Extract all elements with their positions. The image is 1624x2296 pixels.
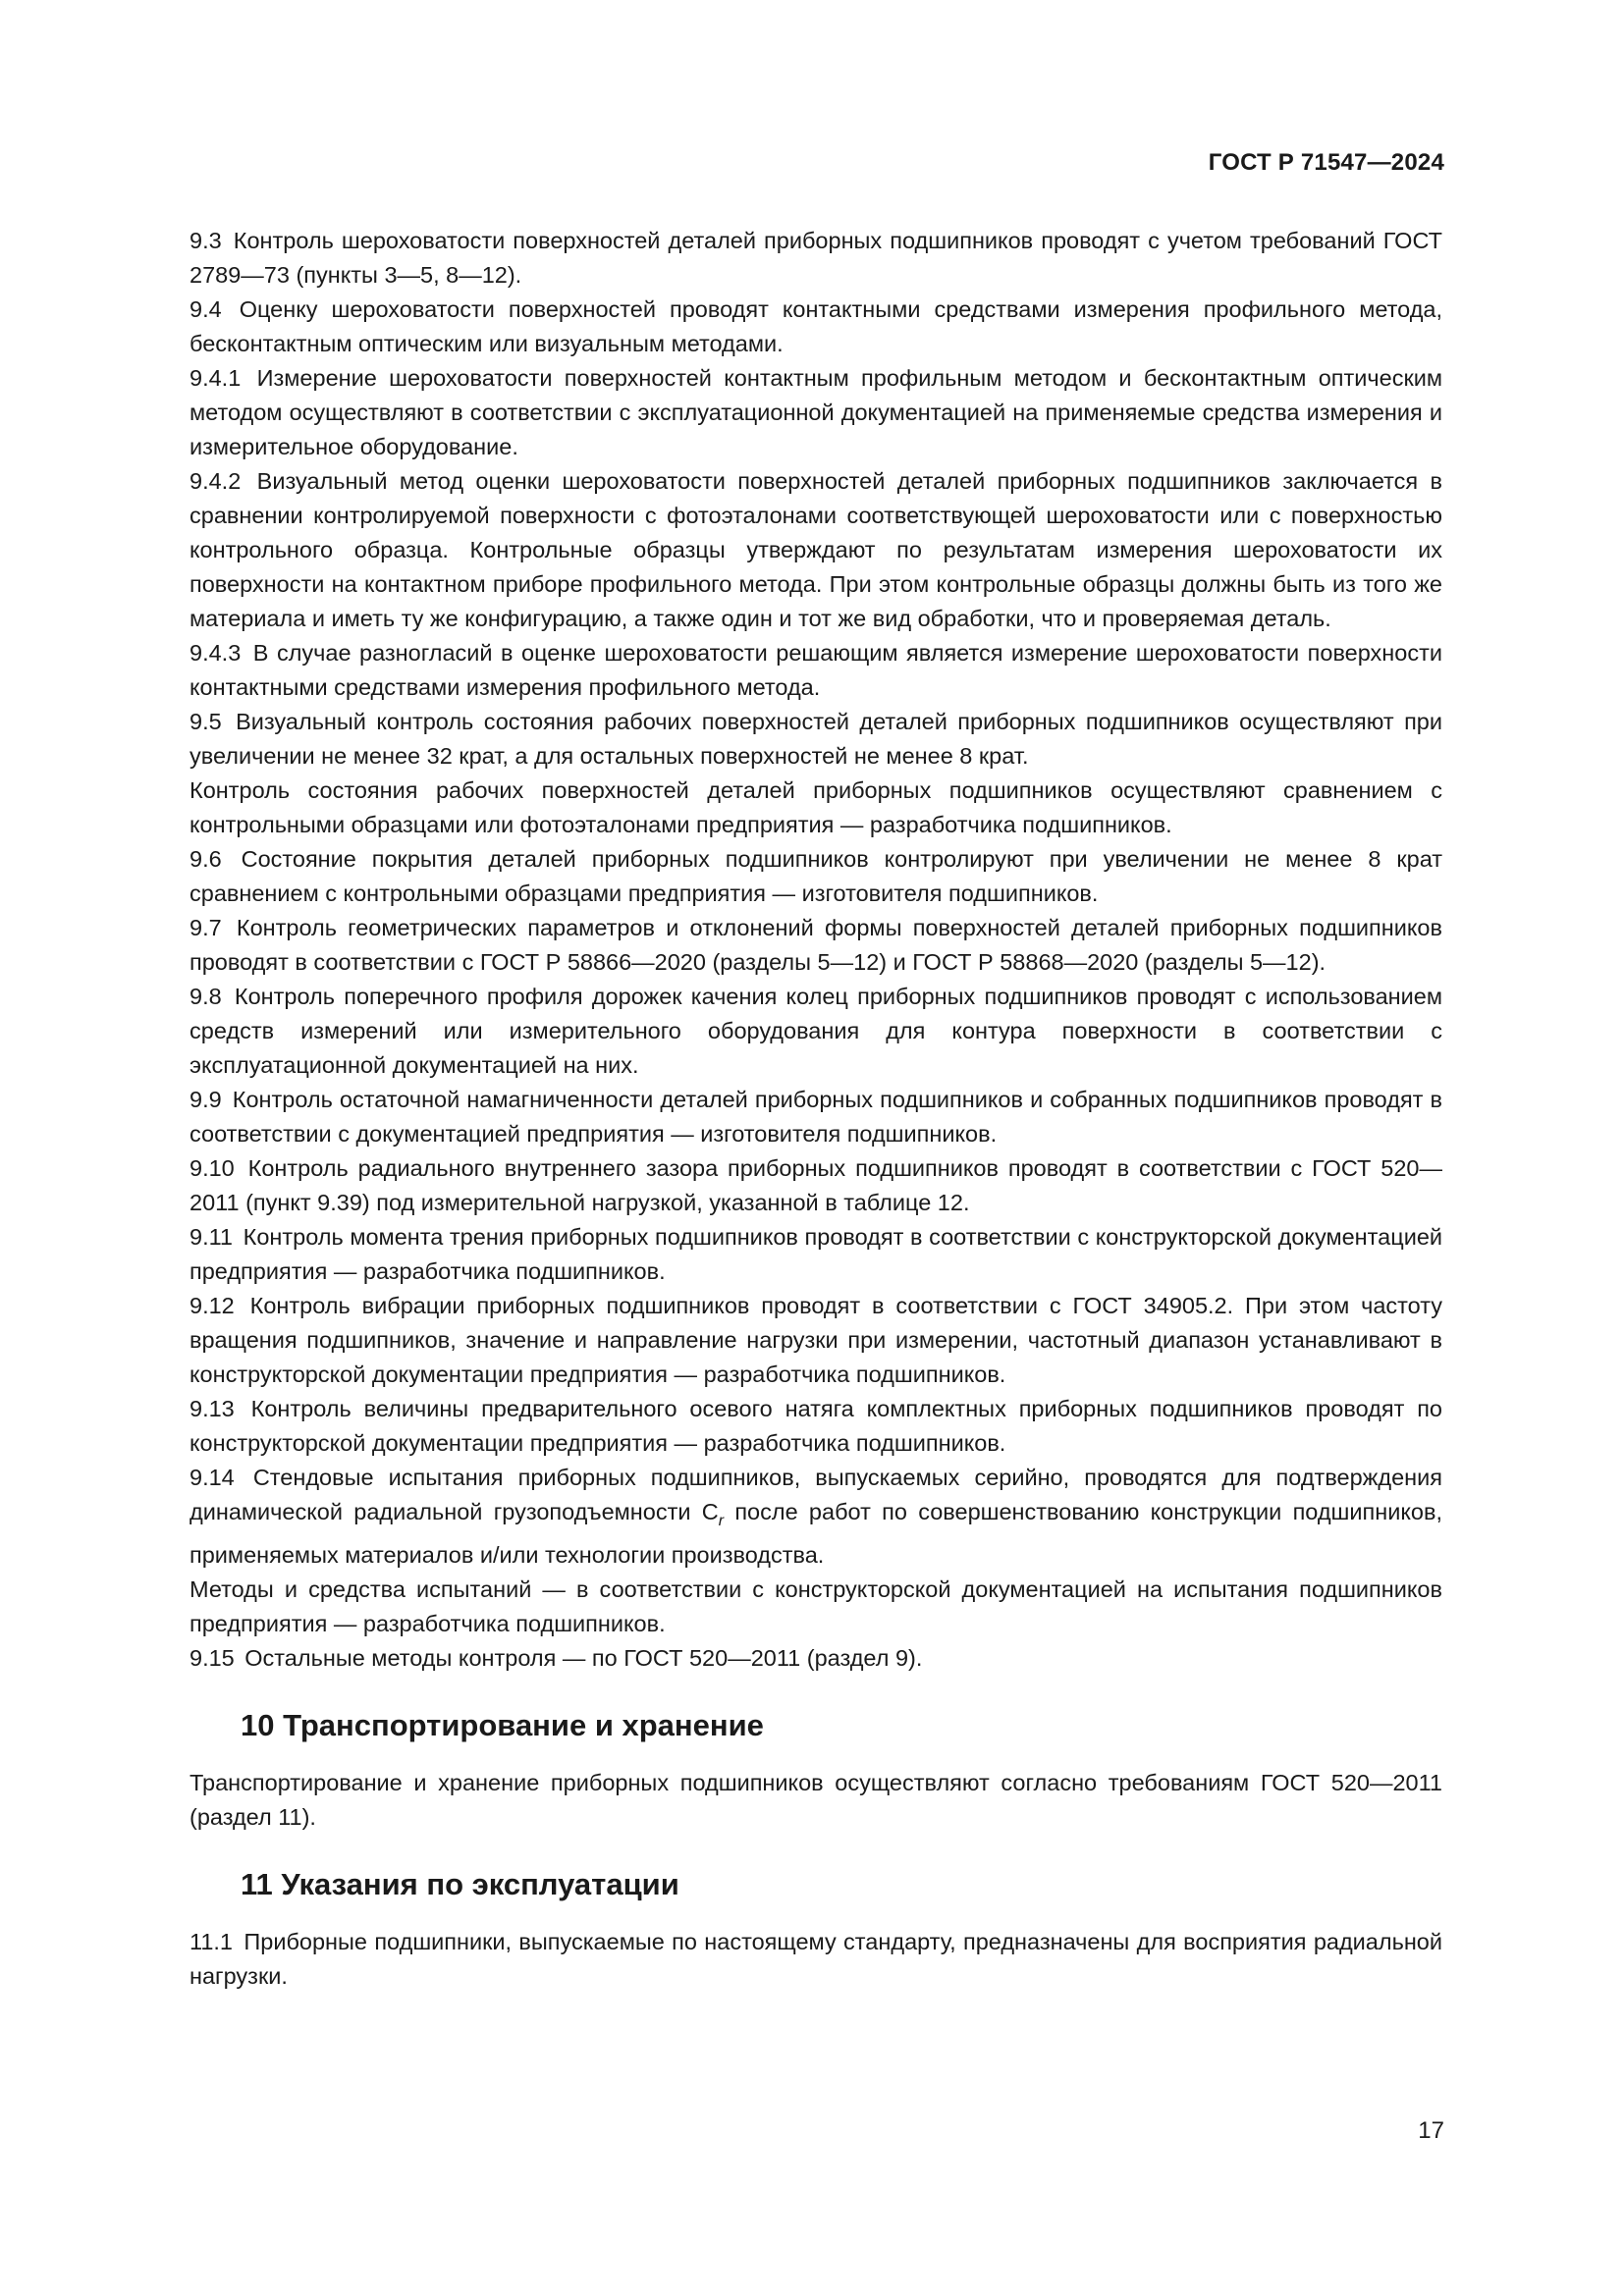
paragraph-text: Контроль геометрических параметров и отклонений формы поверхностей деталей приборных подшипников проводят в соответствии с ГОСТ Р 58866—2020 (разделы 5—12) и ГОСТ Р 58868—2020 (разделы 5—12).: [189, 915, 1442, 975]
paragraph-9-9: [189, 1083, 1442, 1151]
paragraph-text: Измерение шероховатости поверхностей контактным профильным методом и бесконтактным оптическим методом осуществляют в соответствии с эксплуатационной документацией на применяемые средства измерения и измерительное оборудование.: [189, 365, 1443, 459]
paragraph-text: Транспортирование и хранение приборных подшипников осуществляют согласно требованиям ГОСТ 520—2011 (раздел 11).: [189, 1770, 1442, 1830]
section-10-heading: 10 Транспортирование и хранение: [241, 1708, 764, 1742]
paragraph-9-4-2: [189, 464, 1442, 636]
paragraph-text: Контроль остаточной намагниченности деталей приборных подшипников и собранных подшипников проводят в соответствии с документацией предприятия — изготовителя подшипников.: [189, 1087, 1442, 1147]
paragraph-number: 9.11: [189, 1224, 233, 1250]
paragraph-number: 11.1: [189, 1929, 233, 1954]
paragraph-text-continued: после работ по совершенствованию конструкции подшипников, применяемых материалов и/или технологии производства.: [189, 1499, 1442, 1568]
paragraph-9-4-3: [189, 636, 1442, 705]
paragraph-number: 9.5: [189, 709, 222, 734]
paragraph-number: 9.15: [189, 1645, 235, 1671]
paragraph-text: Состояние покрытия деталей приборных подшипников контролируют при увеличении не менее 8 крат сравнением с контрольными образцами предприятия — изготовителя подшипников.: [189, 846, 1443, 906]
paragraph-number: 9.4.2: [189, 468, 242, 494]
subscript-r: r: [718, 1513, 725, 1529]
page-number: 17: [1418, 2117, 1444, 2144]
paragraph-9-12: [189, 1289, 1442, 1392]
paragraph-9-5: [189, 705, 1442, 774]
paragraph-text: Стендовые испытания приборных подшипников, выпускаемых серийно, проводятся для подтверждения динамической радиальной грузоподъемности C: [189, 1465, 1443, 1524]
paragraph-text: Контроль момента трения приборных подшипников проводят в соответствии с конструкторской документацией предприятия — разработчика подшипников.: [189, 1224, 1443, 1284]
paragraph-number: 9.4.3: [189, 640, 242, 666]
paragraph-9-11: [189, 1220, 1442, 1289]
paragraph-text: Контроль радиального внутреннего зазора приборных подшипников проводят в соответствии с ГОСТ 520—2011 (пункт 9.39) под измерительной нагрузкой, указанной в таблице 12.: [189, 1155, 1443, 1215]
paragraph-number: 9.6: [189, 846, 222, 872]
paragraph-9-7: [189, 911, 1442, 980]
paragraph-9-4-1: [189, 361, 1442, 464]
paragraph-9-10: [189, 1151, 1442, 1220]
paragraph-9-6: [189, 842, 1442, 911]
document-code: ГОСТ Р 71547—2024: [1208, 149, 1444, 176]
paragraph-text: Оценку шероховатости поверхностей проводят контактными средствами измерения профильного метода, бесконтактным оптическим или визуальным методами.: [189, 296, 1443, 356]
paragraph-number: 9.7: [189, 915, 222, 940]
paragraph-number: 9.13: [189, 1396, 235, 1421]
page-body: [189, 224, 1442, 1994]
paragraph-number: 9.10: [189, 1155, 235, 1181]
section-10-text: [189, 1766, 1442, 1835]
paragraph-text: Контроль вибрации приборных подшипников проводят в соответствии с ГОСТ 34905.2. При этом частоту вращения подшипников, значение и направление нагрузки при измерении, частотный диапазон устанавливают в конструкторской документации предприятия — разработчика подшипников.: [189, 1293, 1443, 1387]
paragraph-text: Контроль состояния рабочих поверхностей деталей приборных подшипников осуществляют сравнением с контрольными образцами или фотоэталонами предприятия — разработчика подшипников.: [189, 777, 1442, 837]
paragraph-9-3: [189, 224, 1442, 293]
paragraph-text: В случае разногласий в оценке шероховатости решающим является измерение шероховатости поверхности контактными средствами измерения профильного метода.: [189, 640, 1442, 700]
paragraph-9-13: [189, 1392, 1442, 1461]
paragraph-text: Визуальный метод оценки шероховатости поверхностей деталей приборных подшипников заключается в сравнении контролируемой поверхности с фотоэталонами соответствующей шероховатости или с поверхностью контрольного образца. Контрольные образцы утверждают по результатам измерения шероховатости их поверхности на контактном приборе профильного метода. При этом контрольные образцы должны быть из того же материала и иметь ту же конфигурацию, а также один и тот же вид обработки, что и проверяемая деталь.: [189, 468, 1442, 631]
paragraph-number: 9.8: [189, 984, 222, 1009]
paragraph-number: 9.4.1: [189, 365, 242, 391]
paragraph-number: 9.12: [189, 1293, 235, 1318]
paragraph-9-14: [189, 1461, 1442, 1573]
paragraph-text: Визуальный контроль состояния рабочих поверхностей деталей приборных подшипников осуществляют при увеличении не менее 32 крат, а для остальных поверхностей не менее 8 крат.: [189, 709, 1443, 769]
paragraph-number: 9.14: [189, 1465, 235, 1490]
paragraph-number: 9.4: [189, 296, 222, 322]
paragraph-text: Остальные методы контроля — по ГОСТ 520—2011 (раздел 9).: [244, 1645, 923, 1671]
paragraph-text: Контроль поперечного профиля дорожек качения колец приборных подшипников проводят с использованием средств измерений или измерительного оборудования для контура поверхности в соответствии с эксплуатационной документацией на них.: [189, 984, 1443, 1078]
paragraph-9-4: [189, 293, 1442, 361]
paragraph-9-14-continued: [189, 1573, 1442, 1641]
paragraph-number: 9.9: [189, 1087, 222, 1112]
paragraph-text: Методы и средства испытаний — в соответствии с конструкторской документацией на испытания подшипников предприятия — разработчика подшипников.: [189, 1576, 1442, 1636]
paragraph-text: Контроль шероховатости поверхностей деталей приборных подшипников проводят с учетом требований ГОСТ 2789—73 (пункты 3—5, 8—12).: [189, 228, 1443, 288]
section-11-heading: 11 Указания по эксплуатации: [241, 1867, 679, 1901]
paragraph-text: Контроль величины предварительного осевого натяга комплектных приборных подшипников проводят по конструкторской документации предприятия — разработчика подшипников.: [189, 1396, 1443, 1456]
paragraph-text: Приборные подшипники, выпускаемые по настоящему стандарту, предназначены для восприятия радиальной нагрузки.: [189, 1929, 1442, 1989]
paragraph-11-1: [189, 1925, 1442, 1994]
paragraph-9-5-continued: [189, 774, 1442, 842]
paragraph-9-8: [189, 980, 1442, 1083]
paragraph-number: 9.3: [189, 228, 222, 253]
paragraph-9-15: [189, 1641, 1442, 1676]
